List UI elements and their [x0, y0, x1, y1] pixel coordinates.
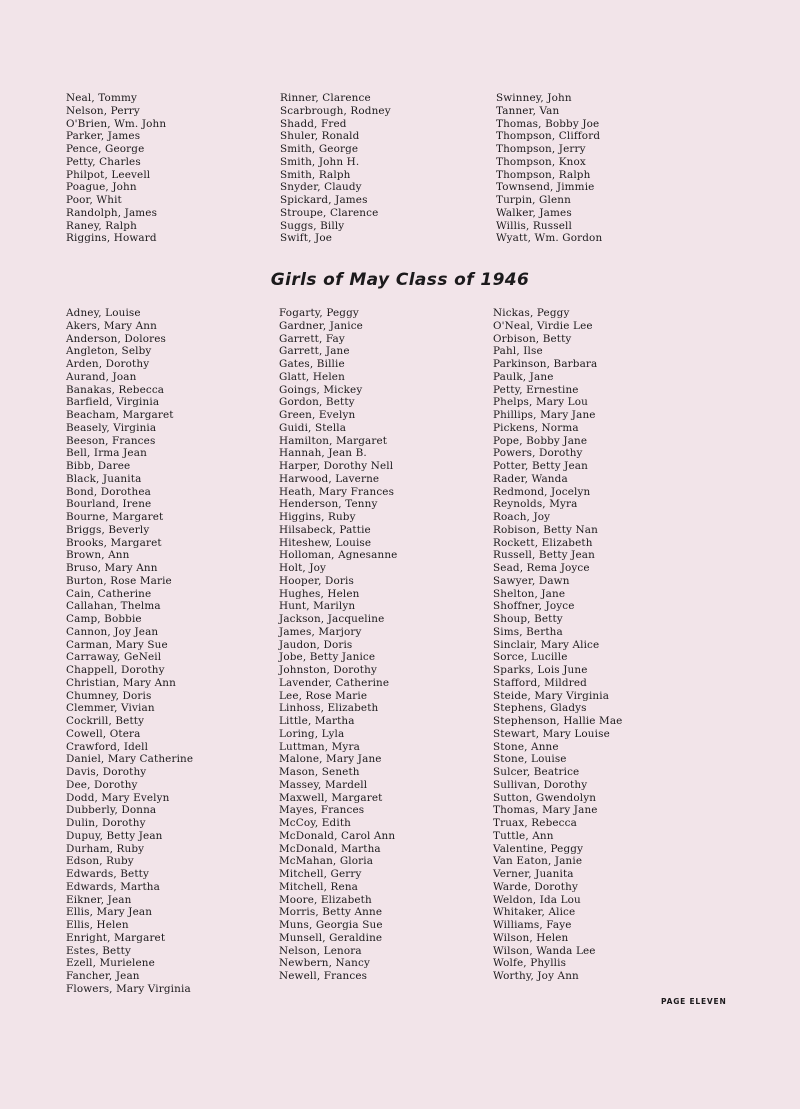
name-entry: Stewart, Mary Louise [493, 727, 610, 740]
girls-section-title: Girls of May Class of 1946 [270, 270, 530, 290]
name-entry: Sparks, Lois June [493, 664, 588, 676]
name-entry: Jaudon, Doris [279, 638, 353, 651]
name-entry: Gardner, Janice [279, 319, 363, 332]
name-entry: James, Marjory [279, 625, 362, 638]
name-entry: Beeson, Frances [66, 434, 156, 447]
boys-names-column-1 [66, 92, 166, 245]
name-entry: Sutton, Gwendolyn [493, 791, 597, 804]
name-entry: Garrett, Jane [279, 345, 350, 358]
name-entry: Smith, Ralph [280, 168, 351, 181]
name-entry: Smith, John H. [280, 155, 360, 168]
name-entry: Hannah, Jean B. [279, 447, 367, 460]
name-entry: Bruso, Mary Ann [66, 562, 158, 574]
name-entry: Sorce, Lucille [493, 651, 568, 664]
name-entry: Newell, Frances [279, 970, 368, 982]
name-entry: Fogarty, Peggy [279, 307, 359, 319]
name-entry: Shelton, Jane [493, 587, 566, 600]
name-entry: Thomas, Mary Jane [493, 804, 598, 817]
girls-names-column-2 [279, 307, 397, 983]
name-entry: Reynolds, Myra [493, 498, 578, 511]
name-entry: Sead, Rema Joyce [493, 562, 590, 574]
name-entry: O'Brien, Wm. John [66, 117, 167, 130]
name-entry: McCoy, Edith [279, 817, 351, 829]
name-entry: Van Eaton, Janie [493, 855, 583, 868]
name-entry: Thompson, Knox [496, 155, 586, 168]
name-entry: Beacham, Margaret [66, 409, 174, 421]
name-entry: Phillips, Mary Jane [493, 409, 596, 421]
name-entry: Stafford, Mildred [493, 676, 587, 689]
name-entry: Petty, Ernestine [493, 383, 579, 396]
name-entry: Callahan, Thelma [66, 600, 161, 613]
name-entry: Edson, Ruby [66, 855, 134, 868]
name-entry: Stephens, Gladys [493, 702, 587, 715]
name-entry: Whitaker, Alice [493, 906, 576, 919]
name-entry: Glatt, Helen [279, 370, 345, 383]
name-entry: Holloman, Agnesanne [279, 549, 398, 562]
name-entry: Chappell, Dorothy [66, 664, 165, 676]
name-entry: Neal, Tommy [66, 92, 137, 104]
name-entry: Paulk, Jane [493, 370, 554, 383]
name-entry: Parker, James [66, 130, 141, 143]
name-entry: Hilsabeck, Pattie [279, 523, 371, 536]
name-entry: Thompson, Jerry [496, 143, 586, 155]
page-number-label: PAGE ELEVEN [661, 997, 727, 1006]
name-entry: Shoffner, Joyce [493, 600, 575, 613]
name-entry: Warde, Dorothy [493, 880, 578, 893]
name-entry: Randolph, James [66, 206, 158, 219]
name-entry: Redmond, Jocelyn [493, 485, 591, 498]
name-entry: Worthy, Joy Ann [493, 970, 579, 982]
name-entry: Tanner, Van [496, 104, 560, 117]
name-entry: Crawford, Idell [66, 740, 149, 753]
name-entry: McMahan, Gloria [279, 855, 374, 868]
name-entry: Green, Evelyn [279, 409, 356, 421]
name-entry: Phelps, Mary Lou [493, 396, 588, 409]
name-entry: Johnston, Dorothy [279, 664, 377, 676]
name-entry: Hiteshew, Louise [279, 536, 372, 549]
name-entry: Bond, Dorothea [66, 485, 151, 498]
name-entry: Harwood, Laverne [279, 472, 380, 485]
name-entry: Lavender, Catherine [279, 676, 390, 689]
name-entry: Muns, Georgia Sue [279, 919, 383, 931]
name-entry: Hughes, Helen [279, 587, 360, 600]
name-entry: Heath, Mary Frances [279, 485, 395, 498]
name-entry: Mason, Seneth [279, 766, 360, 778]
name-entry: Cowell, Otera [66, 727, 141, 740]
name-entry: Townsend, Jimmie [496, 181, 595, 194]
name-entry: Shuler, Ronald [280, 130, 360, 143]
name-entry: Rockett, Elizabeth [493, 536, 593, 549]
name-entry: Daniel, Mary Catherine [66, 753, 194, 766]
name-entry: Truax, Rebecca [493, 817, 577, 829]
name-entry: Akers, Mary Ann [66, 319, 157, 332]
name-entry: Petty, Charles [66, 155, 141, 168]
name-entry: Beasely, Virginia [66, 421, 157, 434]
name-entry: Ellis, Mary Jean [66, 906, 153, 919]
girls-names-column-3 [493, 307, 622, 983]
girls-names-column-1 [66, 307, 193, 996]
name-entry: Bibb, Daree [66, 460, 131, 472]
name-entry: Sulcer, Beatrice [493, 766, 580, 778]
name-entry: Valentine, Peggy [493, 842, 584, 855]
name-entry: Shoup, Betty [493, 613, 563, 625]
name-entry: Mitchell, Gerry [279, 868, 362, 880]
name-entry: Stroupe, Clarence [280, 206, 379, 219]
name-entry: Tuttle, Ann [493, 829, 554, 842]
name-entry: Dee, Dorothy [66, 778, 138, 791]
name-entry: Anderson, Dolores [66, 332, 167, 345]
name-entry: Guidi, Stella [279, 421, 347, 434]
name-entry: Gates, Billie [279, 358, 345, 370]
name-entry: Christian, Mary Ann [66, 676, 176, 689]
name-entry: Pope, Bobby Jane [493, 434, 588, 447]
name-entry: Carraway, GeNeil [66, 651, 162, 664]
name-entry: Brooks, Margaret [66, 536, 162, 549]
name-entry: Jackson, Jacqueline [279, 613, 385, 625]
name-entry: Riggins, Howard [66, 232, 157, 245]
name-entry: Higgins, Ruby [279, 511, 356, 523]
name-entry: Willis, Russell [496, 219, 572, 232]
boys-names-column-3 [496, 92, 602, 245]
name-entry: Malone, Mary Jane [279, 753, 382, 766]
name-entry: Banakas, Rebecca [66, 383, 165, 396]
name-entry: Durham, Ruby [66, 842, 145, 855]
name-entry: Sullivan, Dorothy [493, 778, 588, 791]
name-entry: Sims, Bertha [493, 625, 563, 638]
name-entry: Hooper, Doris [279, 574, 354, 587]
name-entry: Luttman, Myra [279, 740, 360, 753]
name-entry: Rinner, Clarence [280, 92, 371, 104]
name-entry: Fancher, Jean [66, 970, 140, 982]
name-entry: Black, Juanita [66, 472, 142, 485]
name-entry: Loring, Lyla [279, 727, 345, 740]
name-entry: Shadd, Fred [280, 117, 347, 130]
name-entry: Flowers, Mary Virginia [66, 982, 191, 995]
name-entry: Spickard, James [280, 194, 368, 206]
name-entry: Parkinson, Barbara [493, 358, 598, 370]
name-entry: Roach, Joy [493, 511, 551, 523]
name-entry: Munsell, Geraldine [279, 931, 383, 944]
name-entry: Hunt, Marilyn [279, 600, 356, 613]
name-entry: Scarbrough, Rodney [280, 104, 391, 117]
name-entry: Sawyer, Dawn [493, 574, 570, 587]
name-entry: Thompson, Clifford [496, 130, 601, 143]
name-entry: Ellis, Helen [66, 919, 129, 931]
name-entry: Stone, Louise [493, 753, 567, 766]
name-entry: Swinney, John [496, 92, 572, 104]
name-entry: Bourland, Irene [66, 498, 152, 511]
name-entry: Pahl, Ilse [493, 345, 543, 358]
name-entry: Angleton, Selby [66, 345, 152, 358]
name-entry: Thomas, Bobby Joe [496, 117, 600, 130]
name-entry: Dodd, Mary Evelyn [66, 791, 170, 804]
name-entry: Steide, Mary Virginia [493, 689, 610, 702]
name-entry: Enright, Margaret [66, 931, 166, 944]
name-entry: Raney, Ralph [66, 219, 137, 232]
name-entry: Stephenson, Hallie Mae [493, 715, 623, 727]
name-entry: Suggs, Billy [280, 219, 345, 232]
name-entry: Garrett, Fay [279, 332, 345, 345]
name-entry: Wyatt, Wm. Gordon [496, 232, 603, 245]
name-entry: Potter, Betty Jean [493, 460, 588, 472]
name-entry: Adney, Louise [66, 307, 141, 319]
name-entry: Gordon, Betty [279, 396, 355, 409]
name-entry: Arden, Dorothy [66, 358, 150, 370]
name-entry: Weldon, Ida Lou [493, 893, 581, 906]
name-entry: Davis, Dorothy [66, 766, 147, 778]
name-entry: Orbison, Betty [493, 332, 572, 345]
name-entry: Williams, Faye [493, 919, 572, 931]
name-entry: Rader, Wanda [493, 472, 568, 485]
name-entry: Holt, Joy [279, 562, 327, 574]
name-entry: Briggs, Beverly [66, 523, 150, 536]
name-entry: Powers, Dorothy [493, 447, 583, 460]
name-entry: Henderson, Tenny [279, 498, 378, 511]
name-entry: Edwards, Betty [66, 868, 149, 880]
name-entry: McDonald, Martha [279, 842, 381, 855]
name-entry: Clemmer, Vivian [66, 702, 155, 715]
name-entry: Newbern, Nancy [279, 957, 370, 970]
name-entry: Sinclair, Mary Alice [493, 638, 600, 651]
name-entry: Swift, Joe [280, 232, 333, 245]
name-entry: Chumney, Doris [66, 689, 152, 702]
name-entry: Poague, John [66, 181, 137, 194]
name-entry: Turpin, Glenn [496, 194, 571, 206]
name-entry: Estes, Betty [66, 944, 131, 957]
name-entry: Stone, Anne [493, 740, 559, 753]
name-entry: Pickens, Norma [493, 421, 579, 434]
name-entry: Goings, Mickey [279, 383, 363, 396]
name-entry: Edwards, Martha [66, 880, 160, 893]
name-entry: Wilson, Helen [493, 931, 569, 944]
name-entry: Mayes, Frances [279, 804, 365, 817]
name-entry: Robison, Betty Nan [493, 523, 598, 536]
name-entry: Little, Martha [279, 715, 355, 727]
name-entry: Camp, Bobbie [66, 613, 142, 625]
name-entry: Barfield, Virginia [66, 396, 160, 409]
name-entry: Aurand, Joan [66, 370, 137, 383]
name-entry: Poor, Whit [66, 194, 122, 206]
name-entry: Nelson, Perry [66, 104, 140, 117]
name-entry: Mitchell, Rena [279, 880, 359, 893]
name-entry: Verner, Juanita [493, 868, 574, 880]
name-entry: Brown, Ann [66, 549, 130, 562]
name-entry: Dubberly, Donna [66, 804, 157, 817]
name-entry: Cockrill, Betty [66, 715, 145, 727]
name-entry: Massey, Mardell [279, 778, 368, 791]
name-entry: Carman, Mary Sue [66, 638, 168, 651]
name-entry: Bourne, Margaret [66, 511, 164, 523]
name-entry: Harper, Dorothy Nell [279, 460, 394, 472]
name-entry: Bell, Irma Jean [66, 447, 147, 460]
boys-names-column-2 [280, 92, 391, 245]
name-entry: Lee, Rose Marie [279, 689, 368, 702]
name-entry: Walker, James [496, 206, 572, 219]
name-entry: Nickas, Peggy [493, 307, 570, 319]
name-entry: Eikner, Jean [66, 893, 132, 906]
name-entry: McDonald, Carol Ann [279, 829, 396, 842]
name-entry: Nelson, Lenora [279, 944, 362, 957]
name-entry: Pence, George [66, 143, 145, 155]
name-entry: Smith, George [280, 143, 359, 155]
name-entry: O'Neal, Virdie Lee [493, 319, 593, 332]
name-entry: Morris, Betty Anne [279, 906, 383, 919]
name-entry: Philpot, Leevell [66, 168, 151, 181]
name-entry: Linhoss, Elizabeth [279, 702, 379, 715]
name-entry: Wolfe, Phyllis [493, 957, 567, 970]
name-entry: Wilson, Wanda Lee [493, 944, 596, 957]
name-entry: Burton, Rose Marie [66, 574, 172, 587]
name-entry: Maxwell, Margaret [279, 791, 383, 804]
name-entry: Dulin, Dorothy [66, 817, 146, 829]
name-entry: Russell, Betty Jean [493, 549, 595, 562]
name-entry: Dupuy, Betty Jean [66, 829, 163, 842]
name-entry: Ezell, Murielene [66, 957, 155, 970]
name-entry: Cannon, Joy Jean [66, 625, 159, 638]
name-entry: Moore, Elizabeth [279, 893, 372, 906]
name-entry: Hamilton, Margaret [279, 434, 388, 447]
name-entry: Snyder, Claudy [280, 181, 362, 194]
name-entry: Jobe, Betty Janice [279, 651, 376, 664]
name-entry: Cain, Catherine [66, 587, 152, 600]
name-entry: Thompson, Ralph [496, 168, 591, 181]
